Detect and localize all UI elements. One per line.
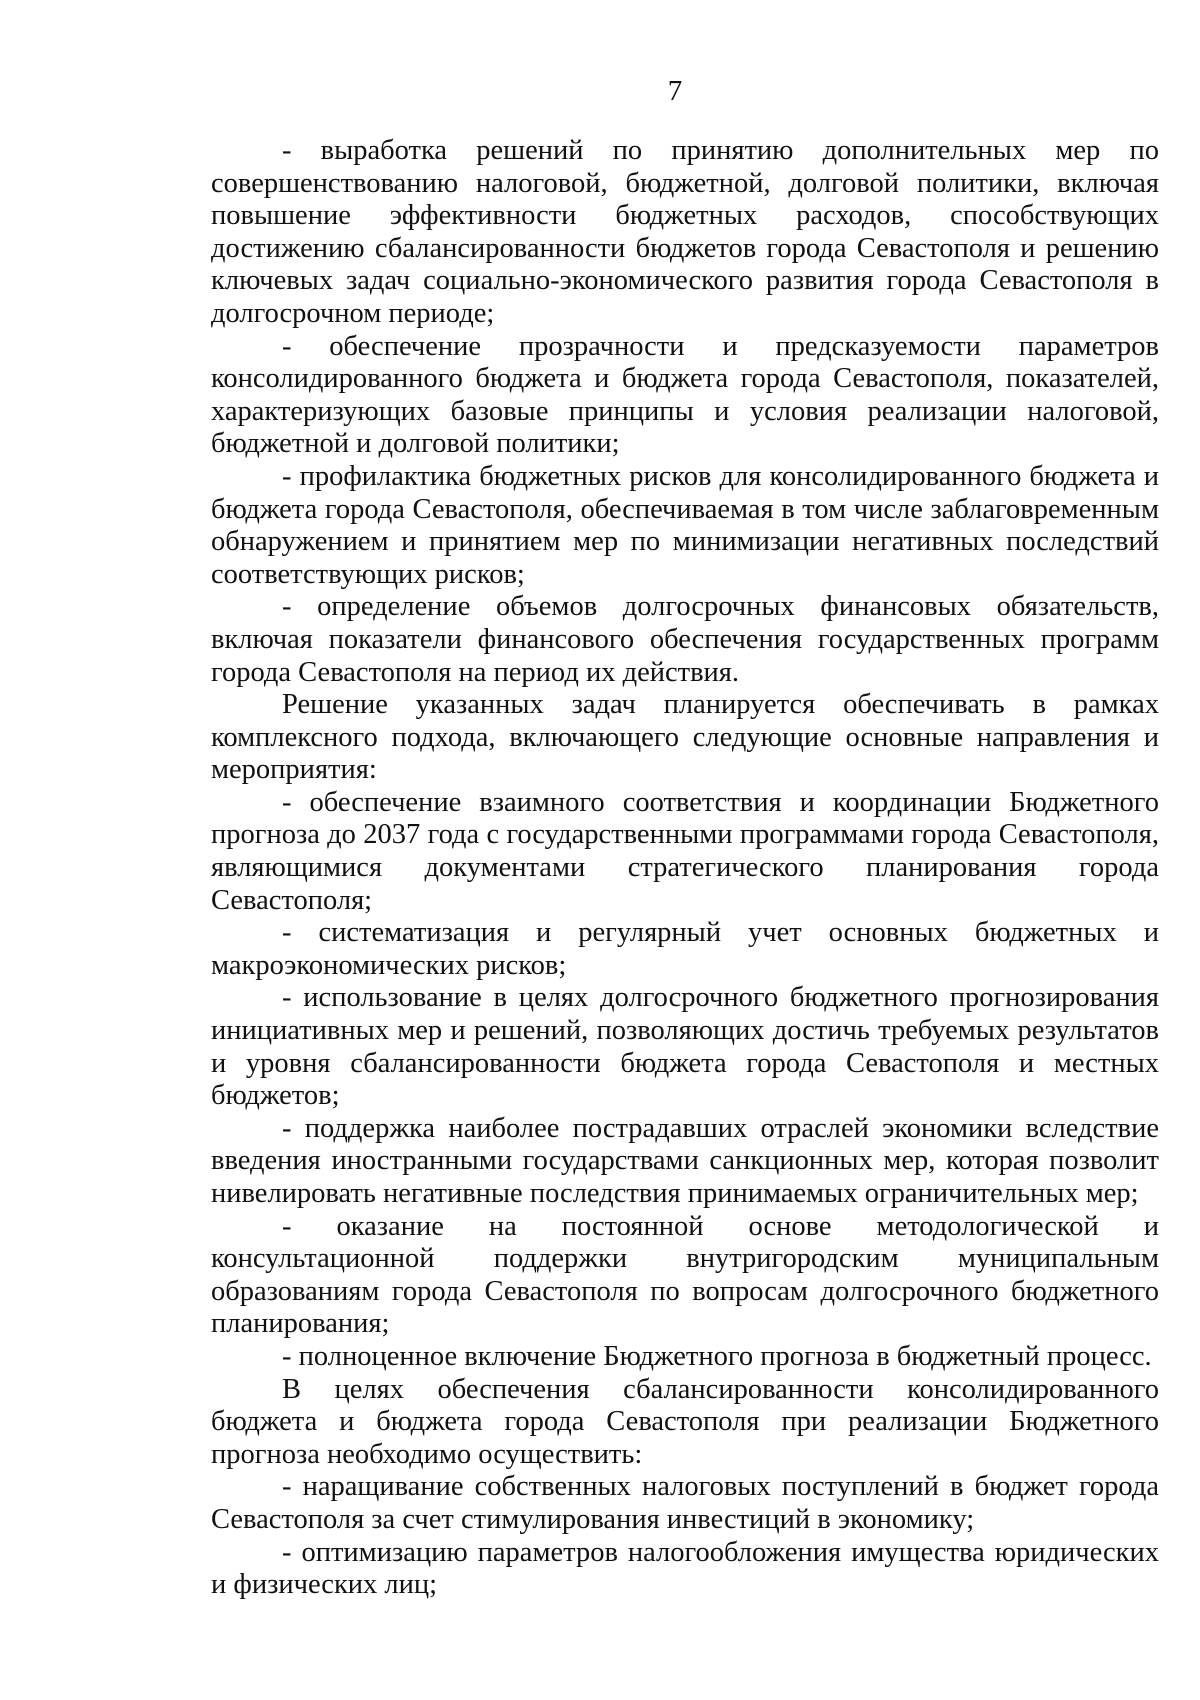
paragraph-property-tax: - оптимизацию параметров налогообложения имущества юридических и физических лиц; <box>211 1536 1159 1601</box>
document-body <box>211 135 1159 1602</box>
paragraph-approach-intro: Решение указанных задач планируется обеспечивать в рамках комплексного подхода, включающего следующие основные направления и мероприятия: <box>211 689 1159 786</box>
paragraph-initiative-measures: - использование в целях долгосрочного бюджетного прогнозирования инициативных мер и решений, позволяющих достичь требуемых результатов и уровня сбалансированности бюджета города Севастополя и местных бюджетов; <box>211 982 1159 1112</box>
paragraph-balance-intro: В целях обеспечения сбалансированности консолидированного бюджета и бюджета города Севастополя при реализации Бюджетного прогноза необходимо осуществить: <box>211 1373 1159 1470</box>
paragraph-transparency: - обеспечение прозрачности и предсказуемости параметров консолидированного бюджета и бюджета города Севастополя, показателей, характеризующих базовые принципы и условия реализации налоговой, бюджетной и долговой политики; <box>211 330 1159 460</box>
page-number: 7 <box>667 75 683 107</box>
paragraph-methodological-support: - оказание на постоянной основе методологической и консультационной поддержки внутригородским муниципальным образованиям города Севастополя по вопросам долгосрочного бюджетного планирования; <box>211 1210 1159 1340</box>
paragraph-obligations: - определение объемов долгосрочных финансовых обязательств, включая показатели финансового обеспечения государственных программ города Севастополя на период их действия. <box>211 591 1159 688</box>
paragraph-coordination: - обеспечение взаимного соответствия и координации Бюджетного прогноза до 2037 года с государственными программами города Севастополя, являющимися документами стратегического планирования города Севастополя; <box>211 786 1159 916</box>
paragraph-budget-process: - полноценное включение Бюджетного прогноза в бюджетный процесс. <box>282 1340 1152 1372</box>
paragraph-risk-accounting: - систематизация и регулярный учет основных бюджетных и макроэкономических рисков; <box>211 917 1159 981</box>
paragraph-tax-revenue: - наращивание собственных налоговых поступлений в бюджет города Севастополя за счет стимулирования инвестиций в экономику; <box>211 1471 1159 1535</box>
paragraph-develop-decisions: - выработка решений по принятию дополнительных мер по совершенствованию налоговой, бюджетной, долговой политики, включая повышение эффективности бюджетных расходов, способствующих достижению сбалансированности бюджетов города Севастополя и решению ключевых задач социально-экономического развития города Севастополя в долгосрочном периоде; <box>211 135 1159 329</box>
paragraph-risk-prevention: - профилактика бюджетных рисков для консолидированного бюджета и бюджета города Севастополя, обеспечиваемая в том числе заблаговременным обнаружением и принятием мер по минимизации негативных последствий соответствующих рисков; <box>211 460 1159 590</box>
paragraph-industry-support: - поддержка наиболее пострадавших отраслей экономики вследствие введения иностранными государствами санкционных мер, которая позволит нивелировать негативные последствия принимаемых ограничительных мер; <box>211 1112 1159 1209</box>
